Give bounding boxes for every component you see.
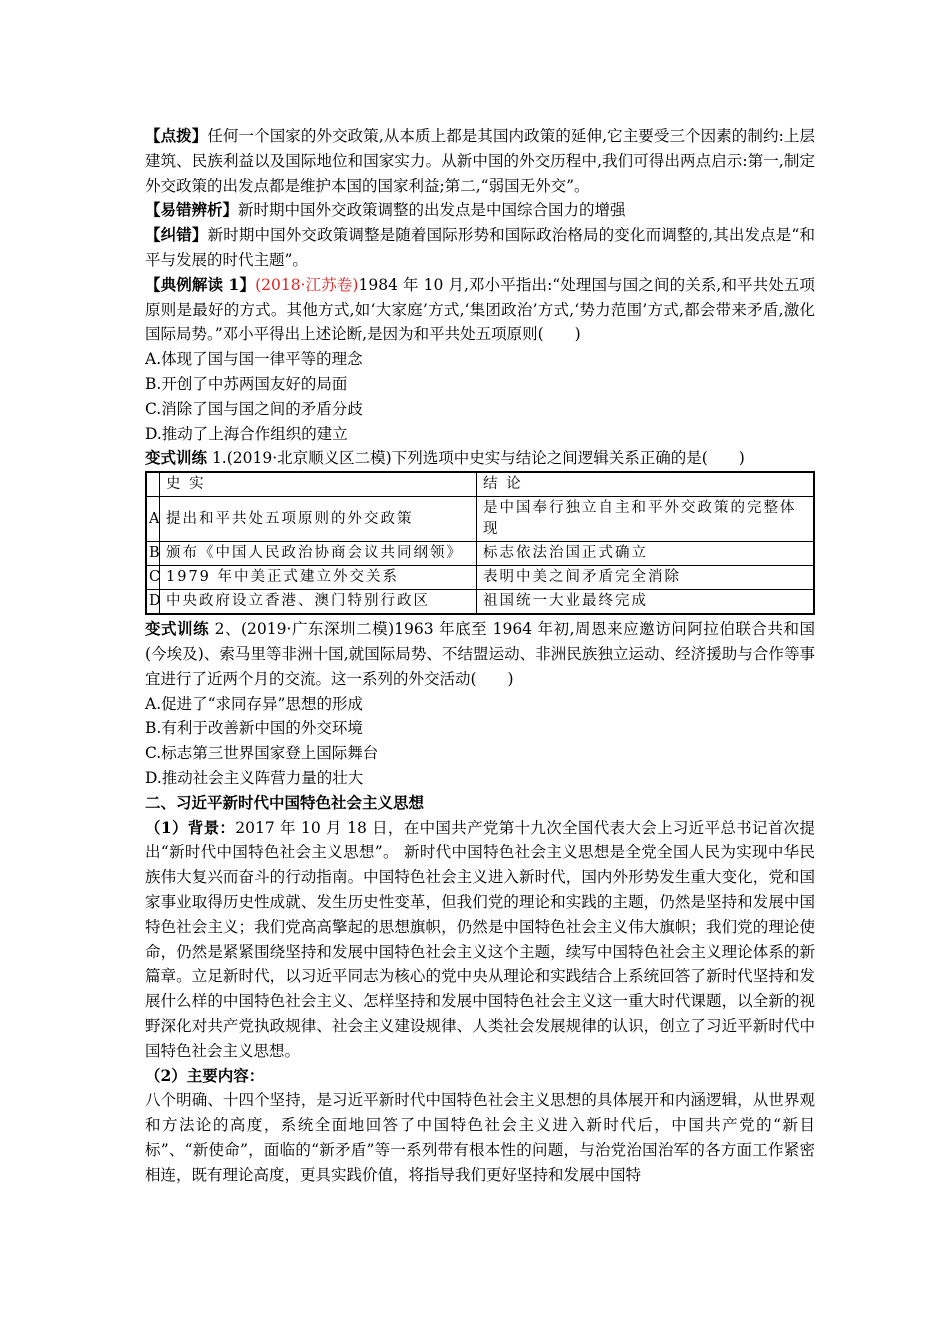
example-label: 【典例解读 1】 bbox=[145, 274, 256, 294]
drill2-label: 变式训练 bbox=[145, 619, 210, 639]
row-letter: A bbox=[146, 497, 160, 542]
drill2-option-c: C.标志第三世界国家登上国际舞台 bbox=[145, 744, 379, 763]
background-paragraph bbox=[145, 816, 815, 1064]
example-option-a: A.体现了国与国一律平等的理念 bbox=[145, 350, 363, 369]
row-letter: D bbox=[146, 590, 160, 615]
section-heading: 二、习近平新时代中国特色社会主义思想 bbox=[145, 792, 425, 812]
tip-text: 任何一个国家的外交政策,从本质上都是其国内政策的延伸,它主要受三个因素的制约:上层建筑、民族利益以及国际地位和国家实力。从新中国的外交历程中,我们可得出两点启示:第一,制定外交政策的出发点都是维护本国的国家利益;第二,“弱国无外交”。 bbox=[145, 127, 815, 195]
tip-paragraph bbox=[145, 124, 815, 198]
correction-paragraph bbox=[145, 223, 815, 273]
error-analysis-text: 新时期中国外交政策调整的出发点是中国综合国力的增强 bbox=[238, 201, 626, 220]
row-fact: 1979 年中美正式建立外交关系 bbox=[160, 566, 477, 590]
table-header-conclusion: 结 论 bbox=[477, 472, 815, 497]
background-text: 2017 年 10 月 18 日，在中国共产党第十九次全国代表大会上习近平总书记首次提出“新时代中国特色社会主义思想”。 新时代中国特色社会主义思想是全党全国人民为实现中华民族伟大复兴而奋斗的行动指南。中国特色社会主义进入新时代，国内外形势发生重大变化，党和国家事业取得历史性成就、发生历史性变革，但我们党的理论和实践的主题，仍然是坚持和发展中国特色社会主义；我们党高高擎起的思想旗帜，仍然是中国特色社会主义伟大旗帜；我们党的理论使命，仍然是紧紧围绕坚持和发展中国特色社会主义这个主题，续写中国特色社会主义理论体系的新篇章。立足新时代，以习近平同志为核心的党中央从理论和实践结合上系统回答了新时代坚持和发展什么样的中国特色社会主义、怎样坚持和发展中国特色社会主义这一重大时代课题，以全新的视野深化对共产党执政规律、社会主义建设规律、人类社会发展规律的认识，创立了习近平新时代中国特色社会主义思想。 bbox=[145, 818, 815, 1060]
example-option-c: C.消除了国与国之间的矛盾分歧 bbox=[145, 399, 363, 418]
row-fact: 提出和平共处五项原则的外交政策 bbox=[160, 497, 477, 542]
table-header-empty bbox=[146, 472, 160, 497]
row-conclusion: 是中国奉行独立自主和平外交政策的完整体现 bbox=[477, 497, 815, 542]
background-label: （1）背景： bbox=[145, 817, 236, 837]
drill1-paragraph bbox=[145, 446, 815, 471]
row-conclusion: 表明中美之间矛盾完全消除 bbox=[477, 566, 815, 590]
correction-text: 新时期中国外交政策调整是随着国际形势和国际政治格局的变化而调整的,其出发点是“和平与发展的时代主题”。 bbox=[145, 226, 815, 269]
row-letter: C bbox=[146, 566, 160, 590]
error-analysis-paragraph bbox=[145, 198, 815, 223]
table-header-row bbox=[146, 472, 814, 497]
error-analysis-label: 【易错辨析】 bbox=[145, 200, 239, 220]
row-letter: B bbox=[146, 542, 160, 566]
drill2-option-a: A.促进了“求同存异”思想的形成 bbox=[145, 694, 363, 713]
content-label: （2）主要内容： bbox=[145, 1065, 265, 1085]
table-header-fact: 史 实 bbox=[160, 472, 477, 497]
content-text: 八个明确、十四个坚持，是习近平新时代中国特色社会主义思想的具体展开和内涵逻辑，从世界观和方法论的高度，系统全面地回答了中国特色社会主义进入新时代后，中国共产党的“新目标”、“新使命”，面临的“新矛盾”等一系列带有根本性的问题，与治党治国治军的各方面工作紧密相连，既有理论高度，更具实践价值，将指导我们更好坚持和发展中国特 bbox=[145, 1091, 815, 1184]
table-row bbox=[146, 497, 814, 542]
table-row bbox=[146, 566, 814, 590]
drill2-paragraph bbox=[145, 617, 815, 691]
fact-conclusion-table bbox=[145, 471, 815, 615]
drill1-label: 变式训练 bbox=[145, 448, 208, 468]
drill1-text: 1.(2019·北京顺义区二模)下列选项中史实与结论之间逻辑关系正确的是( ) bbox=[207, 449, 745, 468]
document-page bbox=[145, 124, 815, 1187]
drill2-text: 2、(2019·广东深圳二模)1963 年底至 1964 年初,周恩来应邀访问阿拉伯联合共和国(今埃及)、索马里等非洲十国,就国际局势、不结盟运动、非洲民族独立运动、经济援助与合作等事宜进行了近两个月的交流。这一系列的外交活动( ) bbox=[145, 620, 815, 688]
example-text: 1984 年 10 月,邓小平指出:“处理国与国之间的关系,和平共处五项原则是最好的方式。其他方式,如‘大家庭’方式,‘集团政治’方式,‘势力范围’方式,都会带来矛盾,激化国际局势。”邓小平得出上述论断,是因为和平共处五项原则( ) bbox=[145, 275, 816, 344]
example-option-d: D.推动了上海合作组织的建立 bbox=[145, 424, 348, 443]
drill2-option-b: B.有利于改善新中国的外交环境 bbox=[145, 719, 363, 738]
table-row bbox=[146, 590, 814, 615]
row-fact: 颁布《中国人民政治协商会议共同纲领》 bbox=[160, 542, 477, 566]
correction-label: 【纠错】 bbox=[145, 225, 208, 245]
example-paragraph bbox=[145, 273, 815, 347]
row-conclusion: 标志依法治国正式确立 bbox=[477, 542, 815, 566]
drill2-option-d: D.推动社会主义阵营力量的壮大 bbox=[145, 768, 364, 787]
example-option-b: B.开创了中苏两国友好的局面 bbox=[145, 374, 348, 393]
tip-label: 【点拨】 bbox=[145, 126, 208, 145]
table-row bbox=[146, 542, 814, 566]
row-fact: 中央政府设立香港、澳门特别行政区 bbox=[160, 590, 477, 615]
example-source: (2018·江苏卷) bbox=[255, 275, 359, 294]
row-conclusion: 祖国统一大业最终完成 bbox=[477, 590, 815, 615]
